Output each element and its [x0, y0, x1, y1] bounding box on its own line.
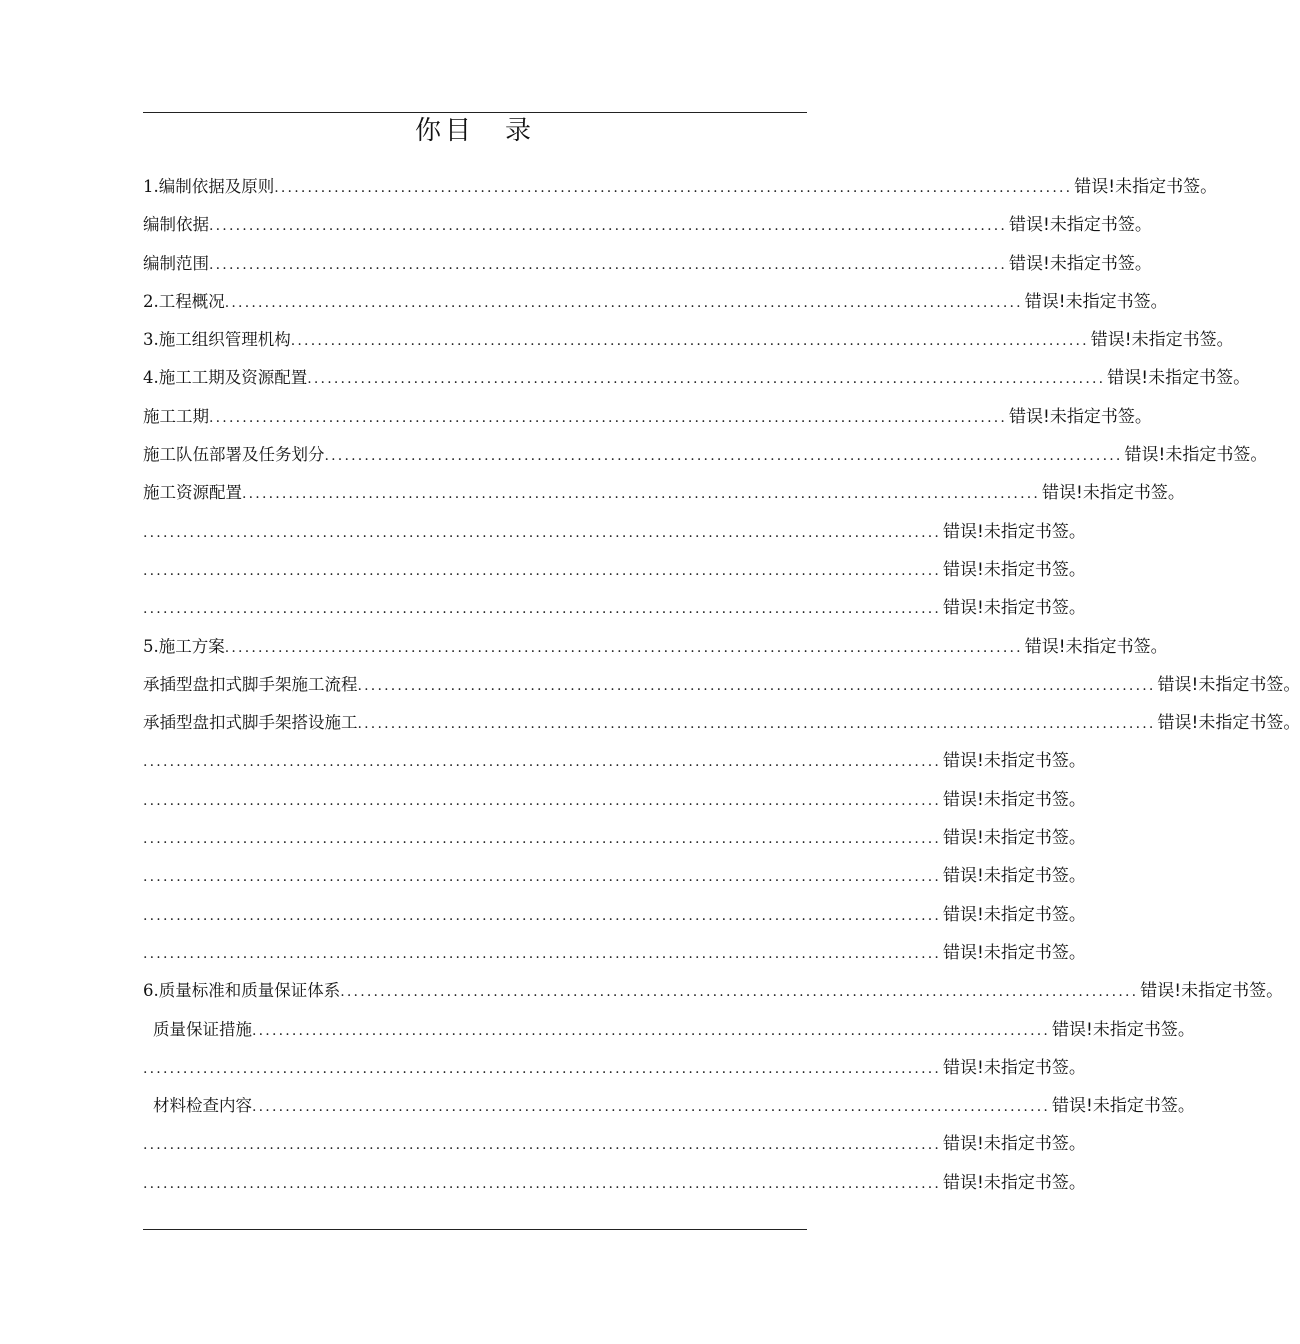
- dot-leader: ........................................................................................................................: [290, 333, 1089, 350]
- toc-entry[interactable]: [143, 589, 1086, 627]
- toc-entry-page-ref: 错误!未指定书签。: [943, 904, 1086, 925]
- dot-leader: ........................................................................................................................: [209, 409, 1008, 426]
- toc-entry-page-ref: 错误!未指定书签。: [1009, 406, 1152, 427]
- toc-entry-page-ref: 错误!未指定书签。: [943, 1134, 1086, 1155]
- dot-leader: ........................................................................................................................: [242, 486, 1041, 503]
- toc-entry[interactable]: [143, 934, 1086, 972]
- toc-entry-page-ref: 错误!未指定书签。: [1052, 1019, 1195, 1040]
- dot-leader: ........................................................................................................................: [340, 984, 1139, 1001]
- toc-entry-label: 3.施工组织管理机构: [143, 330, 291, 350]
- toc-entry[interactable]: [143, 359, 1251, 397]
- toc-entry-page-ref: 错误!未指定书签。: [943, 942, 1086, 963]
- toc-entry-page-ref: 错误!未指定书签。: [1052, 1096, 1195, 1117]
- dot-leader: ........................................................................................................................: [143, 562, 942, 579]
- toc-entry[interactable]: [143, 819, 1086, 857]
- toc-entry-page-ref: 错误!未指定书签。: [943, 521, 1086, 542]
- toc-entry[interactable]: [143, 474, 1185, 512]
- toc-entry-page-ref: 错误!未指定书签。: [1042, 483, 1185, 504]
- table-of-contents: [143, 168, 1300, 1202]
- toc-entry-page-ref: 错误!未指定书签。: [943, 789, 1086, 810]
- toc-entry-page-ref: 错误!未指定书签。: [943, 559, 1086, 580]
- dot-leader: ........................................................................................................................: [143, 1137, 942, 1154]
- toc-entry-page-ref: 错误!未指定书签。: [1024, 636, 1168, 657]
- toc-entry-label: 5.施工方案: [143, 636, 225, 656]
- dot-leader: ........................................................................................................................: [143, 524, 942, 541]
- toc-entry[interactable]: [143, 513, 1086, 551]
- toc-entry-page-ref: 错误!未指定书签。: [1074, 177, 1218, 197]
- toc-entry-label: 承插型盘扣式脚手架施工流程: [143, 674, 358, 694]
- toc-entry[interactable]: [143, 245, 1152, 283]
- toc-entry-page-ref: 错误!未指定书签。: [943, 866, 1086, 887]
- toc-title: 你目 录: [414, 116, 535, 146]
- toc-entry[interactable]: [143, 972, 1284, 1010]
- dot-leader: ........................................................................................................................: [143, 792, 942, 809]
- dot-leader: ........................................................................................................................: [143, 907, 942, 924]
- dot-leader: ........................................................................................................................: [274, 180, 1073, 196]
- dot-leader: ........................................................................................................................: [224, 294, 1023, 311]
- toc-entry[interactable]: [143, 206, 1152, 244]
- toc-entry[interactable]: [143, 551, 1086, 589]
- dot-leader: ........................................................................................................................: [143, 754, 942, 771]
- toc-entry-label: 施工队伍部署及任务划分: [143, 445, 325, 465]
- toc-entry[interactable]: [143, 704, 1300, 742]
- dot-leader: ........................................................................................................................: [143, 1060, 942, 1077]
- toc-entry[interactable]: [143, 1049, 1086, 1087]
- toc-entry-label: 2.工程概况: [143, 291, 225, 311]
- toc-entry-page-ref: 错误!未指定书签。: [1024, 291, 1168, 312]
- dot-leader: ........................................................................................................................: [143, 831, 942, 848]
- dot-leader: ........................................................................................................................: [209, 218, 1008, 235]
- toc-entry[interactable]: [143, 1164, 1086, 1202]
- toc-entry-page-ref: 错误!未指定书签。: [943, 1057, 1086, 1078]
- toc-entry[interactable]: [143, 781, 1086, 819]
- toc-entry-label: 编制范围: [143, 253, 209, 273]
- toc-entry-page-ref: 错误!未指定书签。: [1009, 253, 1152, 274]
- toc-entry[interactable]: [143, 1125, 1086, 1163]
- dot-leader: ........................................................................................................................: [252, 1099, 1051, 1116]
- toc-entry[interactable]: [143, 742, 1086, 780]
- toc-entry-page-ref: 错误!未指定书签。: [1157, 713, 1300, 734]
- toc-entry[interactable]: [143, 896, 1086, 934]
- toc-entry-page-ref: 错误!未指定书签。: [943, 751, 1086, 772]
- toc-entry-label: 材料检查内容: [153, 1096, 252, 1116]
- toc-entry-page-ref: 错误!未指定书签。: [1140, 981, 1284, 1002]
- dot-leader: ........................................................................................................................: [307, 371, 1106, 388]
- toc-entry-page-ref: 错误!未指定书签。: [1124, 445, 1268, 466]
- toc-entry-page-ref: 错误!未指定书签。: [943, 1172, 1086, 1193]
- toc-entry-page-ref: 错误!未指定书签。: [1090, 330, 1234, 351]
- toc-entry-page-ref: 错误!未指定书签。: [943, 598, 1086, 619]
- toc-entry[interactable]: [143, 628, 1168, 666]
- toc-entry-label: 4.施工工期及资源配置: [143, 368, 308, 388]
- toc-entry[interactable]: [143, 168, 1218, 206]
- toc-entry-page-ref: 错误!未指定书签。: [943, 828, 1086, 849]
- toc-entry-page-ref: 错误!未指定书签。: [1009, 215, 1152, 236]
- toc-entry[interactable]: [143, 666, 1300, 704]
- dot-leader: ........................................................................................................................: [252, 1022, 1051, 1039]
- dot-leader: ........................................................................................................................: [143, 601, 942, 618]
- toc-entry-label: 6.质量标准和质量保证体系: [143, 981, 341, 1001]
- toc-entry-label: 质量保证措施: [153, 1019, 252, 1039]
- dot-leader: ........................................................................................................................: [143, 869, 942, 886]
- toc-entry[interactable]: [143, 398, 1152, 436]
- toc-entry[interactable]: [143, 283, 1168, 321]
- toc-entry[interactable]: [143, 1011, 1195, 1049]
- toc-entry-label: 编制依据: [143, 215, 209, 235]
- toc-entry[interactable]: [143, 321, 1234, 359]
- dot-leader: ........................................................................................................................: [143, 1175, 942, 1192]
- footer-rule: [143, 1229, 807, 1230]
- dot-leader: ........................................................................................................................: [324, 448, 1123, 465]
- toc-entry-page-ref: 错误!未指定书签。: [1107, 368, 1251, 389]
- toc-entry-label: 1.编制依据及原则: [143, 177, 275, 196]
- toc-entry[interactable]: [143, 857, 1086, 895]
- toc-entry-label: 施工工期: [143, 406, 209, 426]
- dot-leader: ........................................................................................................................: [224, 639, 1023, 656]
- dot-leader: ........................................................................................................................: [143, 945, 942, 962]
- toc-entry-label: 施工资源配置: [143, 483, 242, 503]
- toc-entry[interactable]: [143, 436, 1268, 474]
- dot-leader: ........................................................................................................................: [357, 716, 1156, 733]
- toc-entry-label: 承插型盘扣式脚手架搭设施工: [143, 713, 358, 733]
- toc-entry[interactable]: [143, 1087, 1195, 1125]
- toc-entry-page-ref: 错误!未指定书签。: [1157, 674, 1300, 695]
- dot-leader: ........................................................................................................................: [357, 677, 1156, 694]
- dot-leader: ........................................................................................................................: [209, 256, 1008, 273]
